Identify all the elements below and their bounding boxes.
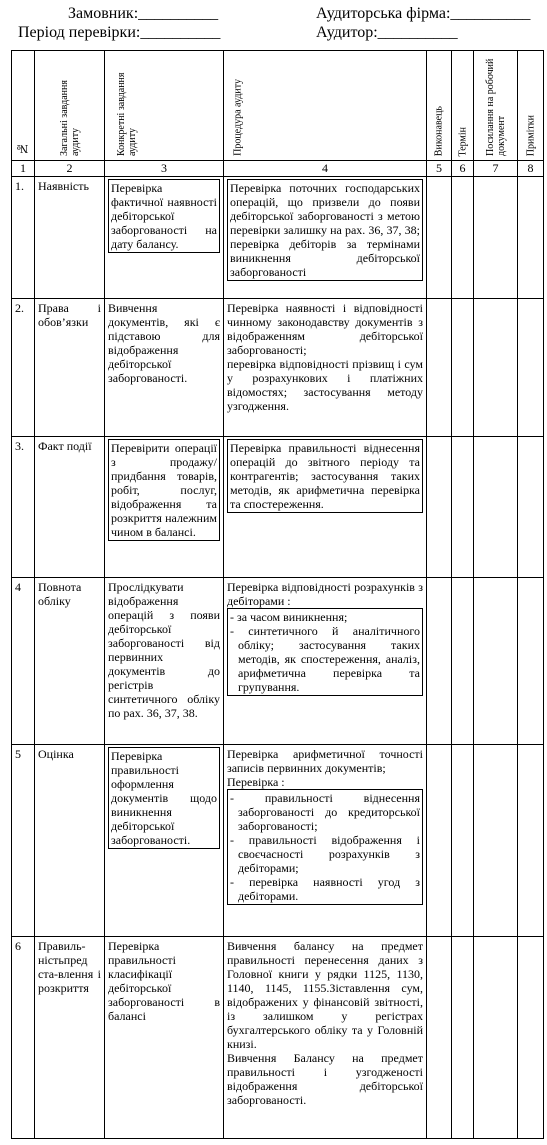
executor-cell [427,299,452,437]
period-field: Період перевірки:__________ [18,24,221,41]
procedure [224,937,427,1139]
general-task: Оцінка [35,745,105,937]
column-number-row [12,161,544,177]
procedure [224,437,427,578]
term-cell [452,299,474,437]
reference-cell [474,299,518,437]
col-header-reference: Посилання на робочий документ [474,51,518,161]
procedure [224,578,427,745]
specific-task-box: Перевірка фактичної наявності дебіторської заборгованості на дату балансу. [108,179,220,253]
specific-task-box: Перевірка правильності оформлення документів щодо виникнення дебіторської заборгованості. [108,747,220,849]
term-cell [452,437,474,578]
column-number: 3 [105,161,224,177]
row-number: 1. [12,177,35,299]
col-header-notes: Примітки [518,51,544,161]
procedure-text: Вивчення Балансу на предмет правильності і узгодженості відображення дебіторської заборгованості. [227,1051,423,1107]
col-header-general-task: Загальні завдання аудиту [35,51,105,161]
procedure-list-item: - синтетичного й аналітичного обліку; застосування таких методів, як спостереження, аналіз, арифметична перевірка та групування. [230,624,420,694]
table-row [12,177,544,299]
notes-cell [518,299,544,437]
notes-cell [518,937,544,1139]
general-task: Наявність [35,177,105,299]
column-number: 1 [12,161,35,177]
col-header-executor: Виконавець [427,51,452,161]
procedure-intro: Перевірка арифметичної точності записів первинних документів; [227,747,423,775]
column-number: 8 [518,161,544,177]
table-row [12,299,544,437]
column-number: 4 [224,161,427,177]
term-cell [452,578,474,745]
procedure-list-item: - правильності відображення і своєчасності розрахунків з дебіторами; [230,833,420,875]
term-cell [452,745,474,937]
row-number: 6 [12,937,35,1139]
general-task: Повнота обліку [35,578,105,745]
table-row [12,578,544,745]
specific-task: Прослідкувати відображення операцій з появи дебіторської заборгованості від первинних документів до регістрів синтетичного обліку по рах. 36, 37, 38. [105,578,224,745]
auditor-field: Аудитор:__________ [316,24,458,41]
reference-cell [474,578,518,745]
specific-task [105,745,224,937]
executor-cell [427,437,452,578]
reference-cell [474,177,518,299]
notes-cell [518,745,544,937]
specific-task: Вивчення документів, які є підставою для відображення дебіторської заборгованості. [105,299,224,437]
procedure-text: Вивчення балансу на предмет правильності перенесення даних з Головної книги у рядки 1125, 1130, 1140, 1145, 1155.Зіставлення сум, відображених у фінансовій звітності, із залишком у регістрах бухгалтерського обліку та у Головній книзі. [227,939,423,1051]
notes-cell [518,578,544,745]
column-number: 7 [474,161,518,177]
col-header-term: Термін [452,51,474,161]
row-number: 5 [12,745,35,937]
general-task: Права і обов’язки [35,299,105,437]
row-number: 3. [12,437,35,578]
procedure-text: Перевірка правильності віднесення операцій до звітного періоду та контрагентів; застосування таких методів, як арифметична перевірка та спостереження. [230,441,420,511]
procedure-list-box [227,789,423,905]
reference-cell [474,937,518,1139]
procedure [224,745,427,937]
reference-cell [474,437,518,578]
procedure [224,299,427,437]
executor-cell [427,745,452,937]
specific-task [105,437,224,578]
row-number: 4 [12,578,35,745]
procedure-text: Перевірка наявності і відповідності чинному законодавству документів з відображенням дебіторської заборгованості; [227,301,423,357]
table-row [12,937,544,1139]
col-header-no: № [12,51,35,161]
specific-task [105,177,224,299]
table-row [12,437,544,578]
column-number: 2 [35,161,105,177]
row-number: 2. [12,299,35,437]
audit-firm-field: Аудиторська фірма:__________ [316,5,531,22]
procedure [224,177,427,299]
audit-program-table [11,50,544,1139]
procedure-intro: Перевірка відповідності розрахунків з дебіторами : [227,580,423,608]
table-row [12,745,544,937]
executor-cell [427,937,452,1139]
executor-cell [427,578,452,745]
general-task: Факт події [35,437,105,578]
column-number: 5 [427,161,452,177]
client-field: Замовник:__________ [68,5,219,22]
general-task: Правиль-ністьпред ста-влення і розкриття [35,937,105,1139]
procedure-box [227,439,423,513]
procedure-list-box [227,608,423,696]
procedure-list-item: - правильності віднесення заборгованості до кредиторської заборгованості; [230,791,420,833]
specific-task: Перевірка правильності класифікації дебіторської заборгованості в балансі [105,937,224,1139]
reference-cell [474,745,518,937]
procedure-list-item: - перевірка наявності угод з дебіторами. [230,875,420,903]
term-cell [452,177,474,299]
procedure-text: перевірка відповідності прізвищ і сум у розрахункових і платіжних відомостях; застосування методу узгодження. [227,357,423,413]
procedure-list-item: - за часом виникнення; [230,610,348,624]
procedure-box [227,179,423,281]
specific-task-box: Перевірити операції з продажу/придбання товарів, робіт, послуг, відображення та розкриття належним чином в балансі. [108,439,220,541]
notes-cell [518,177,544,299]
procedure-text: Перевірка поточних господарських операцій, що призвели до появи дебіторської заборгованості з метою перевірки залишку на рах. 36, 37, 38; перевірка дебіторів за термінами виникнення дебіторської заборгованості [230,181,420,279]
col-header-specific-task: Конкретні завдання аудиту [105,51,224,161]
column-number: 6 [452,161,474,177]
term-cell [452,937,474,1139]
procedure-intro: Перевірка : [227,775,285,789]
col-header-procedure: Процедура аудиту [224,51,427,161]
notes-cell [518,437,544,578]
executor-cell [427,177,452,299]
header-row [12,51,544,161]
